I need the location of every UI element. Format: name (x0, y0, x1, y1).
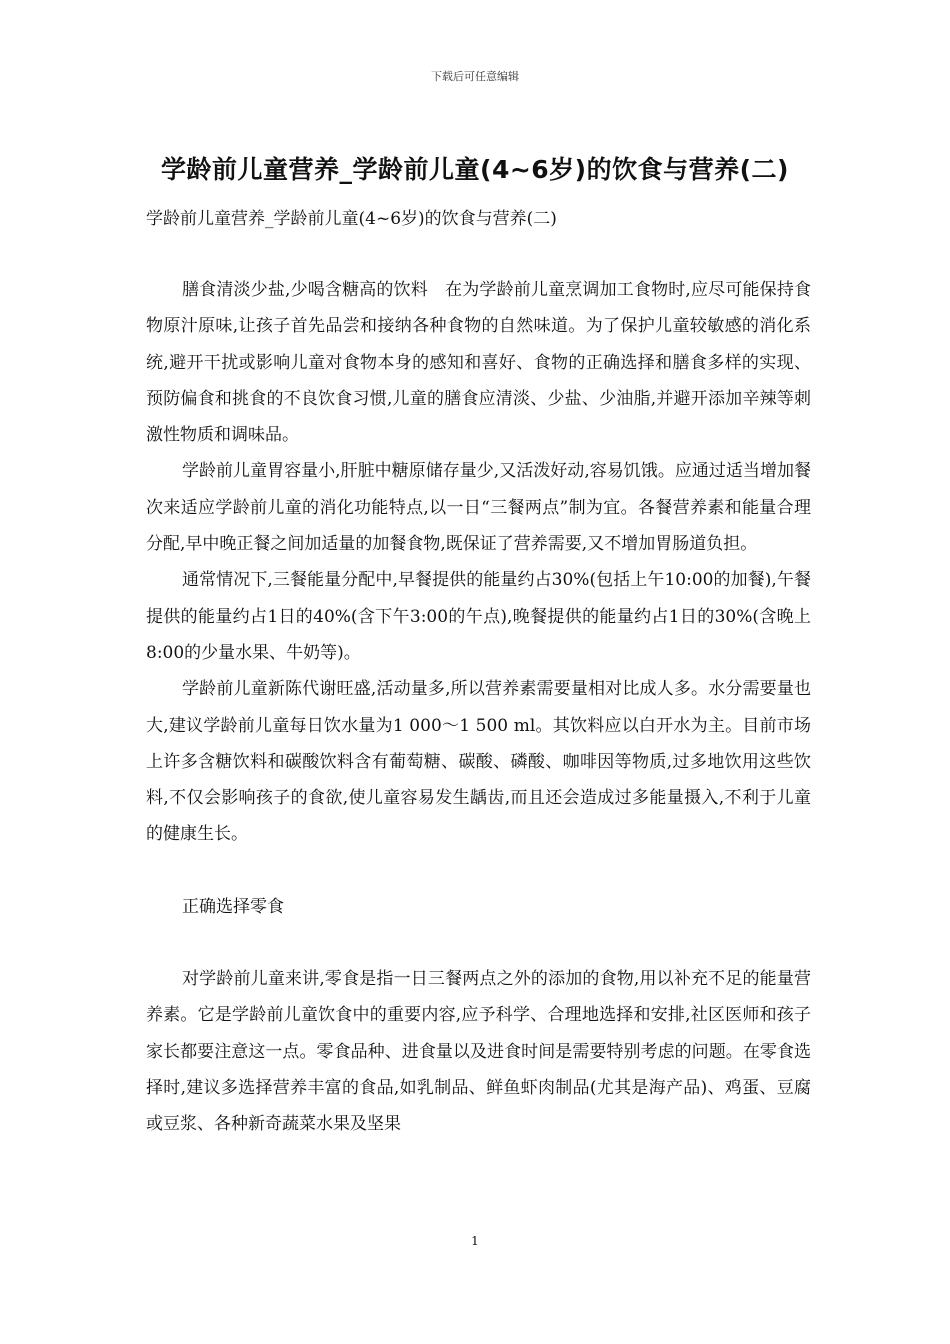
document-title: 学龄前儿童营养_学龄前儿童(4~6岁)的饮食与营养(二) (161, 155, 789, 184)
paragraph: 通常情况下,三餐能量分配中,早餐提供的能量约占30%(包括上午10:00的加餐),午餐提供的能量约占1日的40%(含下午3:00的午点),晚餐提供的能量约占1日的30%(含晚上8:00的少量水果、牛奶等)。 (146, 570, 811, 663)
paragraph: 膳食清淡少盐,少喝含糖高的饮料 在为学龄前儿童烹调加工食物时,应尽可能保持食物原汁原味,让孩子首先品尝和接纳各种食物的自然味道。为了保护儿童较敏感的消化系统,避开干扰或影响儿童对食物本身的感知和喜好、食物的正确选择和膳食多样的实现、预防偏食和挑食的不良饮食习惯,儿童的膳食应清淡、少盐、少油脂,并避开添加辛辣等刺激性物质和调味品。 (146, 280, 811, 446)
page-number: 1 (471, 1234, 479, 1248)
document-subtitle: 学龄前儿童营养_学龄前儿童(4~6岁)的饮食与营养(二) (146, 209, 557, 229)
header-note: 下载后可任意编辑 (431, 70, 519, 83)
paragraph: 学龄前儿童胃容量小,肝脏中糖原储存量少,又活泼好动,容易饥饿。应通过适当增加餐次来适应学龄前儿童的消化功能特点,以一日“三餐两点”制为宜。各餐营养素和能量合理分配,早中晚正餐之间加适量的加餐食物,既保证了营养需要,又不增加胃肠道负担。 (146, 461, 811, 555)
section-heading: 正确选择零食 (182, 896, 284, 917)
paragraph: 学龄前儿童新陈代谢旺盛,活动量多,所以营养素需要量相对比成人多。水分需要量也大,建议学龄前儿童每日饮水量为1 000～1 500 ml。其饮料应以白开水为主。目前市场上许多含糖饮料和碳酸饮料含有葡萄糖、碳酸、磷酸、咖啡因等物质,过多地饮用这些饮料,不仅会影响孩子的食欲,使儿童容易发生龋齿,而且还会造成过多能量摄入,不利于儿童的健康生长。 (146, 679, 811, 845)
paragraph: 对学龄前儿童来讲,零食是指一日三餐两点之外的添加的食物,用以补充不足的能量营养素。它是学龄前儿童饮食中的重要内容,应予科学、合理地选择和安排,社区医师和孩子家长都要注意这一点。零食品种、进食量以及进食时间是需要特别考虑的问题。在零食选择时,建议多选择营养丰富的食品,如乳制品、鲜鱼虾肉制品(尤其是海产品)、鸡蛋、豆腐或豆浆、各种新奇蔬菜水果及坚果 (146, 969, 811, 1135)
document-body (146, 272, 811, 1143)
